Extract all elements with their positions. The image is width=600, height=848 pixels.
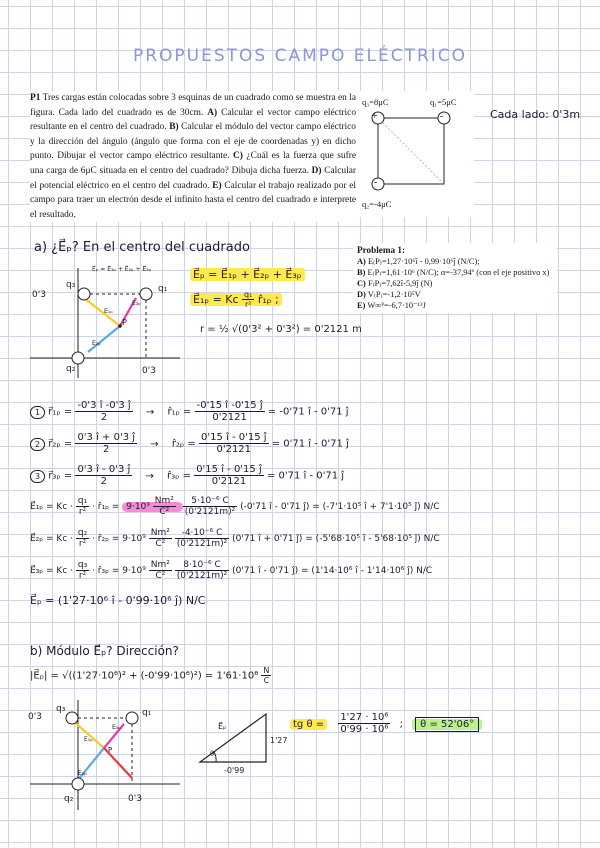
- unit-vector-row-2: 2 r⃗₂ₚ = $\frac{0'3 î + 0'3 ĵ}{2}$ → r̂₂ₚ = $\frac{0'15 î - 0'15 ĵ}{0'2121}$ = 0'71 î - 0'71 ĵ: [30, 432, 349, 455]
- part-e-label: E): [212, 180, 222, 191]
- superposition-equation: E⃗ₚ = E⃗₁ₚ + E⃗₂ₚ + E⃗₃ₚ: [190, 268, 305, 281]
- part-a-text: Calcular el vector campo eléctrico resultante en el centro del cuadrado.: [30, 107, 357, 133]
- part-d-text: Calcular el potencial eléctrico en el centro del cuadrado.: [30, 165, 356, 191]
- ep-total: E⃗ₚ = (1'27·10⁶ î - 0'99·10⁶ ĵ) N/C: [30, 594, 206, 607]
- part-e-text: Calcular el trabajo realizado por el campo para traer un electrón desde el infinito hasta el centro del cuadrado e interprete el resultado.: [30, 180, 357, 220]
- tangent-equation: tg θ = $\frac{\text{1'27 · 10⁶}}{\text{0'99 · 10⁶}}$ ; θ = 52'06°: [290, 712, 482, 735]
- sketch2-03-top: 0'3: [28, 712, 42, 722]
- sketch1-q2: q₂: [66, 364, 76, 374]
- page-title: PROPUESTOS CAMPO ELÉCTRICO: [132, 46, 468, 66]
- sketch2-q3: q₃: [56, 704, 66, 714]
- part-b-label: B): [169, 122, 179, 133]
- problem-figure: [356, 91, 474, 217]
- triangle-099: -0'99: [224, 766, 245, 775]
- charge-q1-sign: -: [440, 111, 444, 122]
- answer-d: D) V₍P₎=-1,2·10⁵V: [357, 290, 421, 299]
- vector-sketch-2: [30, 700, 190, 810]
- coulomb-equation: E⃗₁ₚ = Kc $\frac{\text{q₁}}{\text{r²}}$ r̂₁ₚ ;: [190, 290, 282, 309]
- answer-c: C) F₍P₎=7,62î-5,9ĵ (N): [357, 279, 433, 288]
- sketch2-q1: q₁: [142, 708, 152, 718]
- sketch2-e3p: E₃ₚ: [112, 724, 121, 731]
- sketch1-03-top: 0'3: [32, 290, 46, 300]
- sketch1-q1: q₁: [158, 284, 168, 294]
- problem-label: P1: [30, 93, 41, 103]
- e1p-equation: E⃗₁ₚ = Kc · $\frac{\text{q₁}}{\text{r²}}$ · r̂₁ₚ = 9·10⁹ $\frac{\text{Nm²}}{\text{C²}}$ $\frac{\text{5·10⁻⁶ C}}{\text{(0'2121m)²}}$ (-0'71 î - 0'71 ĵ) = (-7'1·10⁵ î + 7'1·10⁵ ĵ) N/C: [30, 496, 440, 517]
- answers-box: [353, 243, 557, 313]
- triangle-127: 1'27: [270, 736, 288, 745]
- answer-a: A) E₍P₎=1,27·10⁶î - 0,99·10⁶ĵ (N/C);: [357, 257, 480, 266]
- charge-q3-sign: +: [372, 111, 378, 122]
- sketch1-superposition-small: E⃗ₚ = E⃗₁ₚ + E⃗₂ₚ + E⃗₃ₚ: [92, 266, 152, 273]
- answers-heading: Problema 1:: [357, 245, 406, 255]
- triangle-ep-label: E⃗ₚ: [218, 722, 227, 731]
- sketch1-p: P: [122, 318, 127, 327]
- sketch2-e2p: E₂ₚ: [78, 770, 87, 777]
- part-a-label: A): [207, 107, 218, 118]
- sketch2-03-bottom: 0'3: [128, 794, 142, 804]
- charge-q2-label: q₂=-4μC: [362, 199, 392, 209]
- modulus-equation: |E⃗ₚ| = √((1'27·10⁶)² + (-0'99·10⁶)²) = 1'61·10⁶ $\frac{N}{C}$: [30, 666, 270, 685]
- sketch1-03-bottom: 0'3: [142, 366, 156, 376]
- unit-vector-row-3: 3 r⃗₃ₚ = $\frac{0'3 î - 0'3 ĵ}{2}$ → r̂₃ₚ = $\frac{0'15 î - 0'15 ĵ}{0'2121}$ = 0'71 î - 0'71 ĵ: [30, 464, 344, 487]
- answer-e: E) W∞ᴾ=-6,7·10⁻¹³J: [357, 301, 426, 310]
- sketch1-e2p: E₂ₚ: [92, 340, 101, 347]
- problem-statement: [30, 91, 356, 222]
- unit-vector-row-1: 1 r⃗₁ₚ = $\frac{-0'3 î -0'3 ĵ}{2}$ → r̂₁ₚ = $\frac{-0'15 î -0'15 ĵ}{0'2121}$ = -0'71 î - 0'71 ĵ: [30, 400, 349, 423]
- part-b-heading: b) Módulo E⃗ₚ? Dirección?: [30, 644, 179, 658]
- charge-q3-label: q₃=8μC: [362, 97, 389, 107]
- triangle-theta: θ: [210, 750, 215, 758]
- answer-b: B) E₍P₎=1,61·10⁶ (N/C); α=-37,94º (con el eje positivo x): [357, 268, 550, 277]
- part-b-text: Calcular el módulo del vector campo eléctrico y la dirección del ángulo (ángulo que forma con el eje de coordenadas y) en dicho punto. Dibujar el vector campo eléctrico resultante.: [30, 122, 356, 162]
- charge-q1-label: q₁=5μC: [430, 97, 457, 107]
- charge-q2-sign: -: [374, 177, 378, 188]
- e2p-equation: E⃗₂ₚ = Kc · $\frac{\text{q₂}}{\text{r²}}$ · r̂₂ₚ = 9·10⁹ $\frac{\text{Nm²}}{\text{C²}}$ $\frac{\text{-4·10⁻⁶ C}}{\text{(0'2121m)²}}$ (0'71 î + 0'71 ĵ) = (-5'68·10⁵ î - 5'68·10⁵ ĵ) N/C: [30, 528, 440, 549]
- part-c-label: C): [233, 151, 243, 162]
- sketch2-p: P: [108, 746, 113, 754]
- sketch2-q2: q₂: [64, 794, 74, 804]
- part-c-text: ¿Cuál es la fuerza que sufre una carga de 6μC situada en el centro del cuadrado? Dibuja dicha fuerza.: [30, 151, 357, 176]
- sketch1-q3: q₃: [66, 280, 76, 290]
- e3p-equation: E⃗₃ₚ = Kc · $\frac{\text{q₃}}{\text{r²}}$ · r̂₃ₚ = 9·10⁹ $\frac{\text{Nm²}}{\text{C²}}$ $\frac{\text{8·10⁻⁶ C}}{\text{(0'2121m)²}}$ (0'71 î - 0'71 ĵ) = (1'14·10⁶ î - 1'14·10⁶ ĵ) N/C: [30, 560, 433, 581]
- sketch1-e1p: E₁ₚ: [104, 308, 113, 315]
- part-a-heading: a) ¿E⃗ₚ? En el centro del cuadrado: [34, 240, 250, 255]
- sketch1-e3p: E₃ₚ: [132, 300, 141, 307]
- problem-intro: Tres cargas están colocadas sobre 3 esquinas de un cuadrado como se muestra en la figura. Cada lado del cuadrado es de 30cm.: [30, 93, 356, 118]
- r-value: r = ½ √(0'3² + 0'3²) = 0'2121 m: [200, 324, 362, 335]
- sketch2-e1p: E₁ₚ: [84, 736, 93, 743]
- side-note: Cada lado: 0'3m: [490, 108, 581, 121]
- part-d-label: D): [311, 165, 322, 176]
- angle-triangle: [196, 710, 276, 770]
